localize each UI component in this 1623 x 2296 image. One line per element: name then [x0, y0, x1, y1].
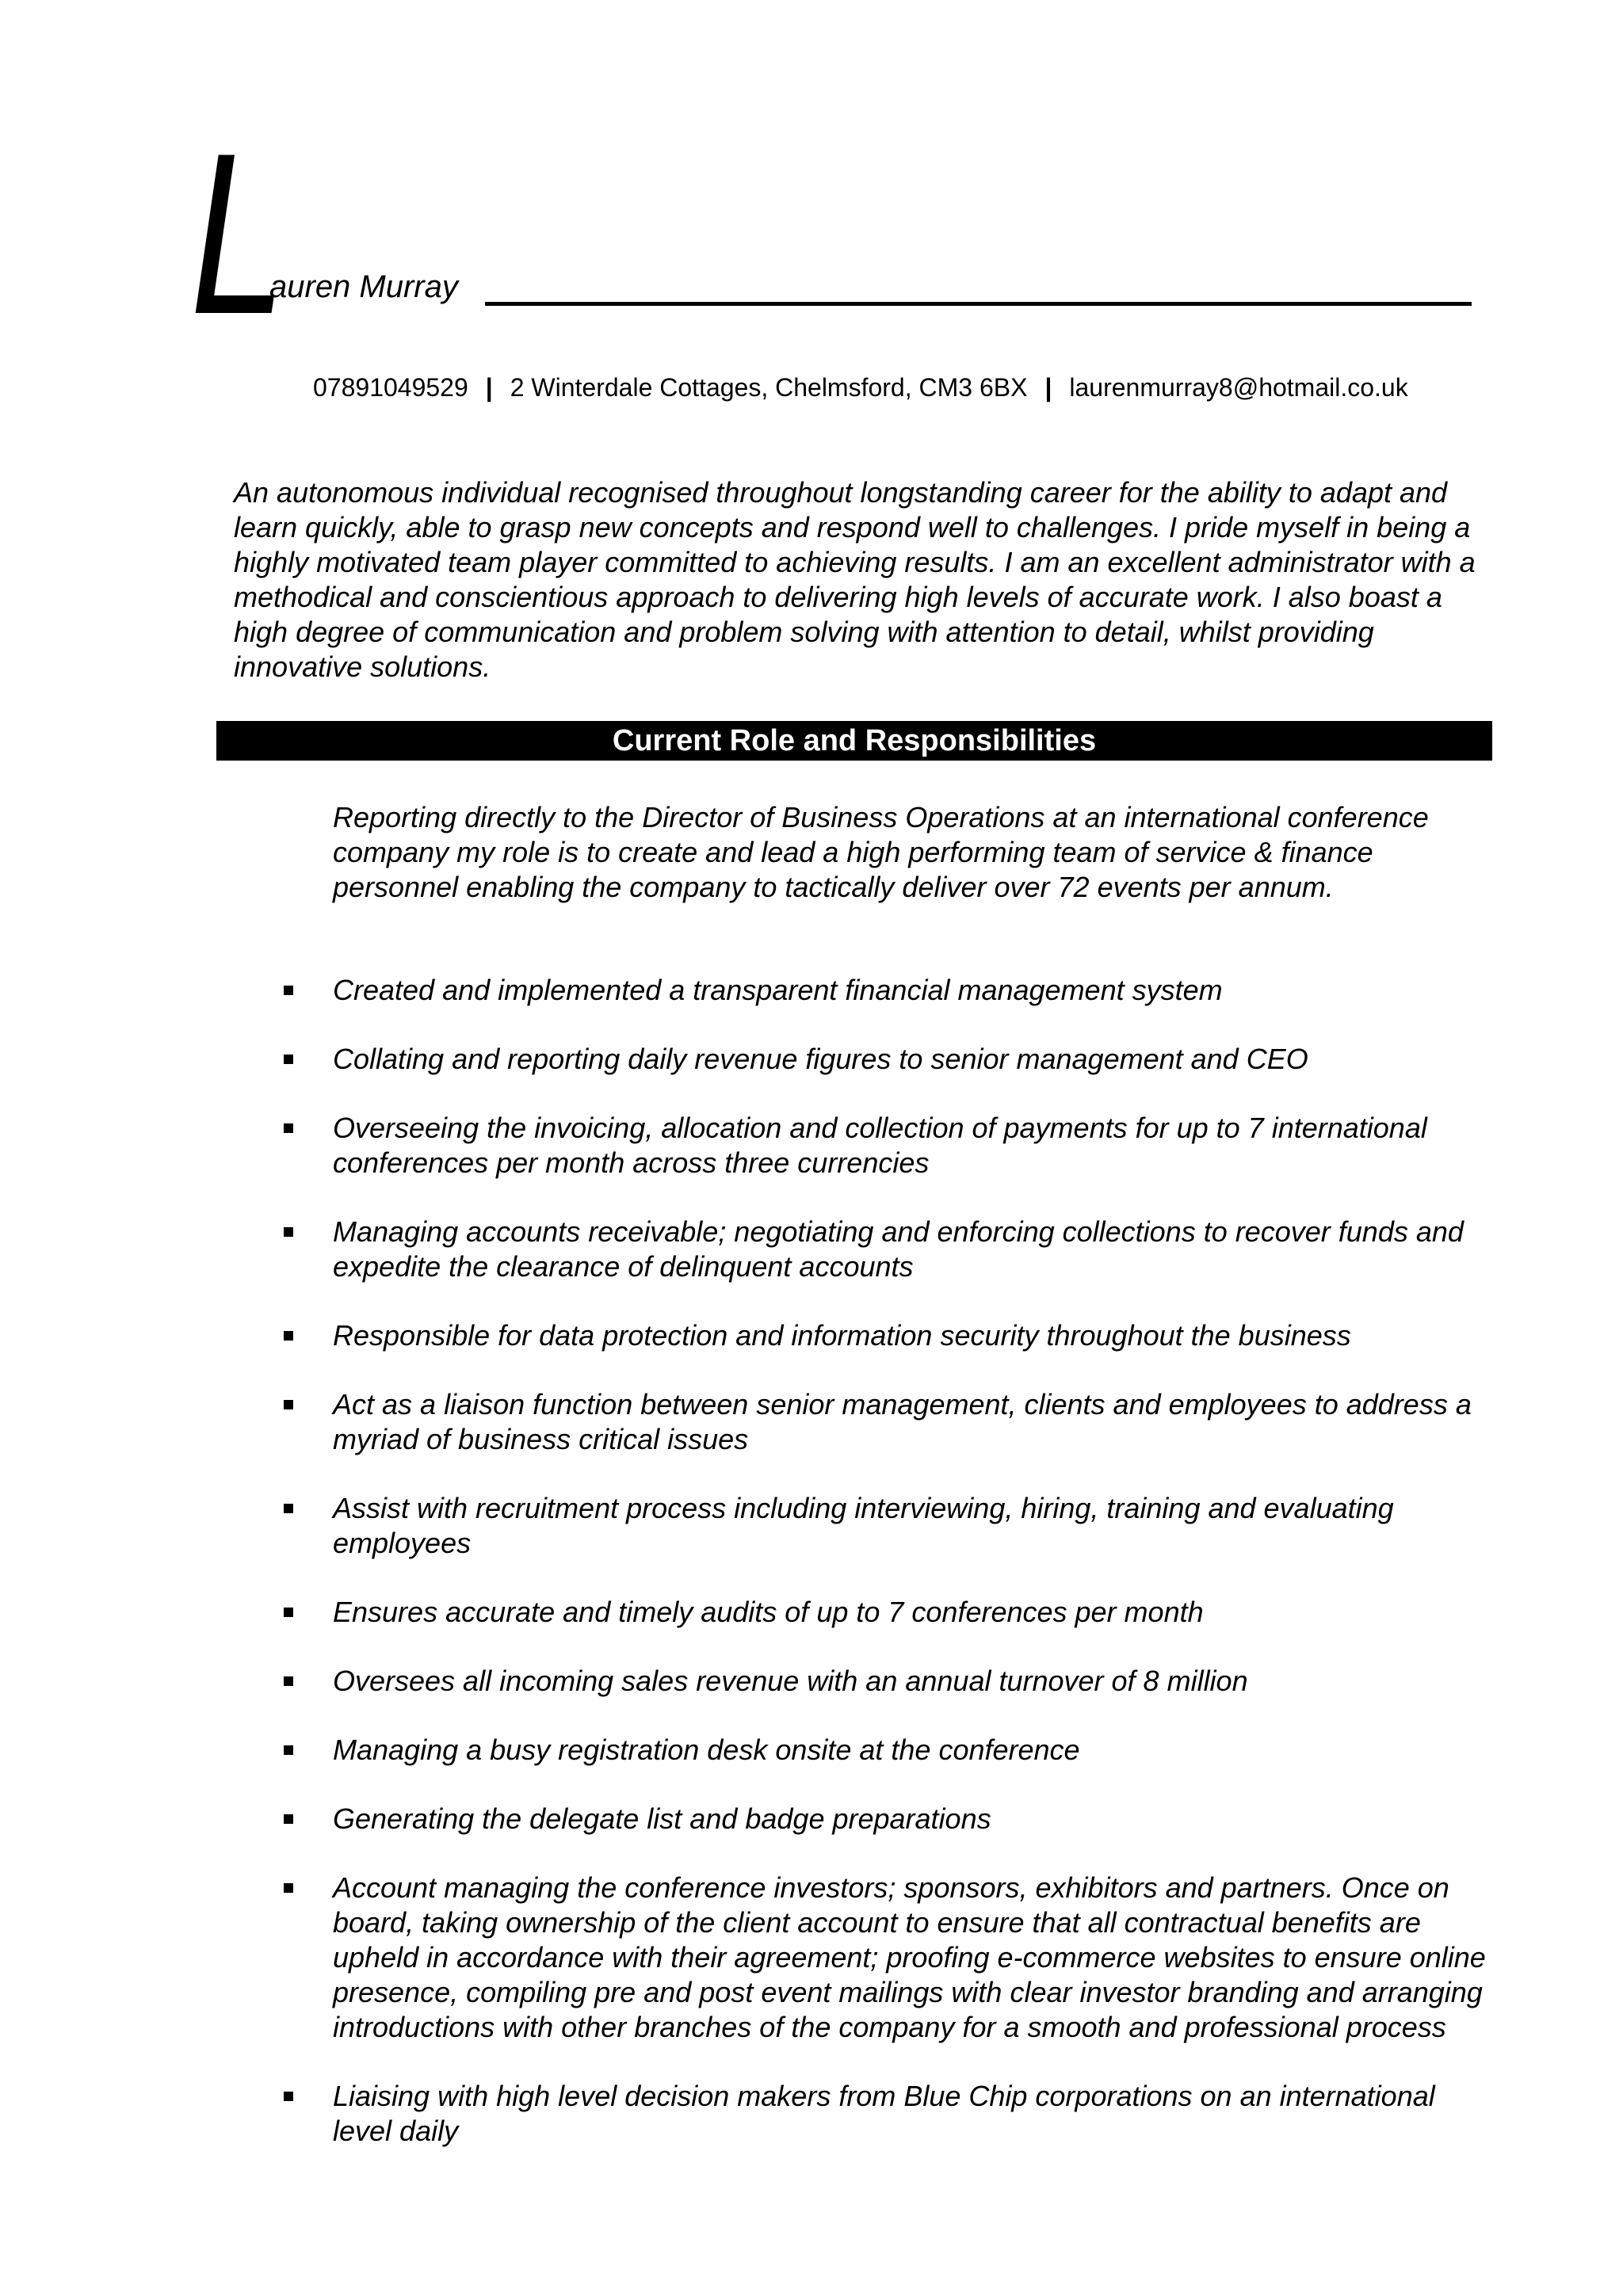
list-item-text: Assist with recruitment process including interviewing, hiring, training and evaluating employees: [333, 1492, 1394, 1559]
list-item-text: Managing a busy registration desk onsite at the conference: [333, 1733, 1080, 1766]
bullet-icon: [284, 1055, 293, 1064]
bullet-icon: [284, 1676, 293, 1686]
list-item: [281, 1871, 1494, 2045]
contact-line: [313, 372, 1408, 402]
bullet-icon: [284, 2092, 293, 2101]
bullet-icon: [284, 986, 293, 995]
list-item-text: Responsible for data protection and information security throughout the business: [333, 1319, 1351, 1352]
list-item-text: Ensures accurate and timely audits of up to 7 conferences per month: [333, 1596, 1204, 1628]
contact-address: 2 Winterdale Cottages, Chelmsford, CM3 6BX: [510, 373, 1028, 402]
list-item-text: Generating the delegate list and badge preparations: [333, 1802, 991, 1835]
bullet-icon: [284, 1400, 293, 1409]
bullet-icon: [284, 1814, 293, 1824]
list-item: [281, 1733, 1494, 1768]
bullet-icon: [284, 1227, 293, 1237]
list-item: [281, 2079, 1494, 2149]
list-item-text: Liaising with high level decision makers from Blue Chip corporations on an international level daily: [333, 2080, 1435, 2147]
list-item: [281, 1318, 1494, 1353]
bullet-icon: [284, 1608, 293, 1617]
list-item-text: Collating and reporting daily revenue figures to senior management and CEO: [333, 1043, 1308, 1075]
list-item-text: Account managing the conference investors; sponsors, exhibitors and partners. Once on board, taking ownership of the client account to ensure that all contractual benefits are upheld in accordance with their agreement; proofing e-commerce websites to ensure online presence, compiling pre and post event mailings with clear investor branding and arranging introductions with other branches of the company for a smooth and professional process: [333, 1871, 1486, 2043]
list-item-text: Overseeing the invoicing, allocation and collection of payments for up to 7 international conferences per month across three currencies: [333, 1112, 1427, 1179]
list-item: [281, 973, 1494, 1008]
bullet-icon: [284, 1883, 293, 1893]
list-item: [281, 1664, 1494, 1699]
role-intro: Reporting directly to the Director of Business Operations at an international conference company my role is to create and lead a high performing team of service & finance personnel enabling the company to tactically deliver over 72 events per annum.: [333, 801, 1429, 903]
bullet-icon: [284, 1504, 293, 1513]
bullet-icon: [284, 1123, 293, 1133]
profile-summary: An autonomous individual recognised throughout longstanding career for the ability to adapt and learn quickly, able to grasp new concepts and respond well to challenges. I pride myself in being a highly motivated team player committed to achieving results. I am an excellent administrator with a methodical and conscientious approach to delivering high levels of accurate work. I also boast a high degree of communication and problem solving with attention to detail, whilst providing innovative solutions.: [234, 476, 1476, 683]
list-item: [281, 1042, 1494, 1077]
name-text: auren Murray: [269, 269, 458, 304]
list-item: [281, 1215, 1494, 1284]
contact-separator: |: [485, 373, 493, 402]
bullet-icon: [284, 1331, 293, 1341]
list-item-text: Created and implemented a transparent financial management system: [333, 974, 1223, 1006]
list-item: [281, 1802, 1494, 1836]
bullet-icon: [284, 1745, 293, 1755]
contact-phone: 07891049529: [313, 373, 468, 402]
list-item: [281, 1595, 1494, 1630]
section-header: Current Role and Responsibilities: [216, 721, 1492, 761]
list-item: [281, 1491, 1494, 1561]
contact-email: laurenmurray8@hotmail.co.uk: [1069, 373, 1408, 402]
name-initial: L: [190, 105, 286, 362]
list-item-text: Managing accounts receivable; negotiating and enforcing collections to recover funds and expedite the clearance of delinquent accounts: [333, 1215, 1464, 1283]
contact-separator: |: [1044, 373, 1052, 402]
list-item: [281, 1387, 1494, 1457]
list-item-text: Act as a liaison function between senior management, clients and employees to address a myriad of business critical issues: [333, 1388, 1472, 1455]
responsibilities-list: [281, 973, 1494, 2183]
name-underline: [485, 302, 1472, 306]
list-item-text: Oversees all incoming sales revenue with an annual turnover of 8 million: [333, 1665, 1248, 1697]
list-item: [281, 1111, 1494, 1180]
